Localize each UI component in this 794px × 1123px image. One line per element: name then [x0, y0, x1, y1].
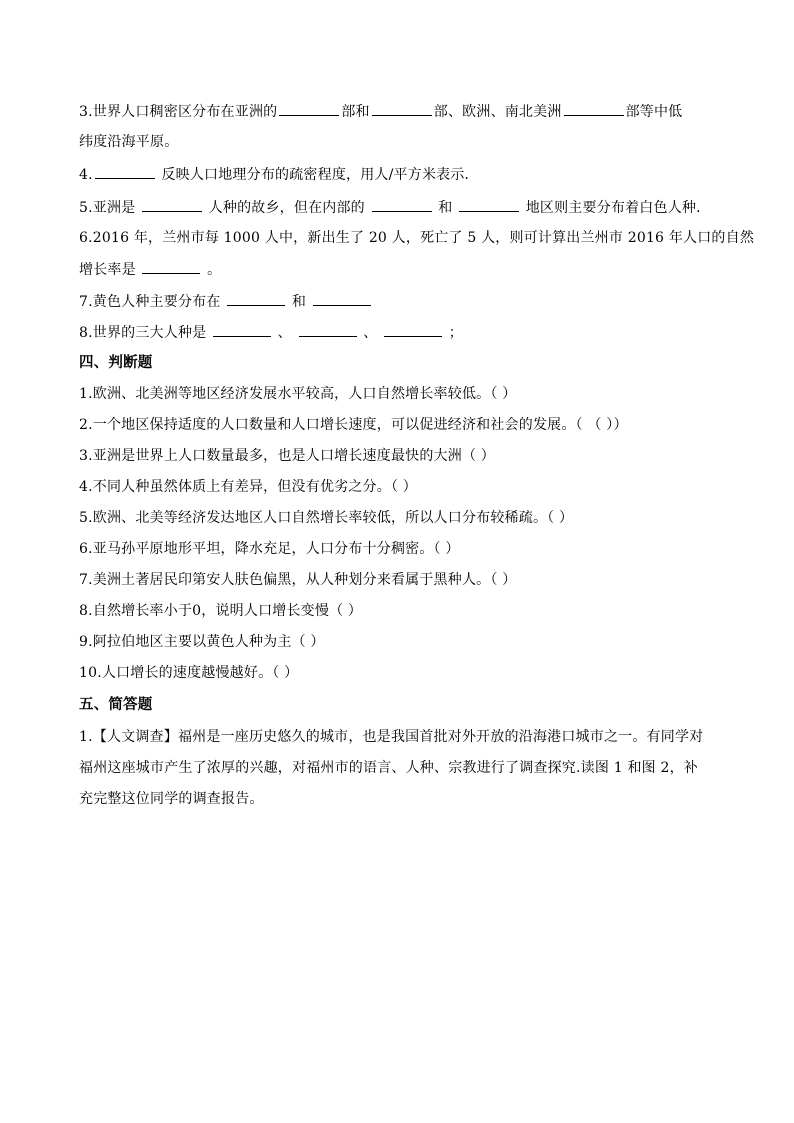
- q8-sep-1: 、: [277, 325, 292, 341]
- fill-in-question-4: [79, 164, 734, 185]
- q4-text-1: 4.: [79, 167, 93, 183]
- judge-item: 10.人口增长的速度越慢越好。（ ）: [79, 665, 299, 681]
- answer-blank[interactable]: [372, 197, 432, 212]
- answer-blank[interactable]: [459, 197, 519, 212]
- judge-item: 4.不同人种虽然体质上有差异，但没有优劣之分。（ ）: [79, 479, 418, 495]
- judge-item: 9.阿拉伯地区主要以黄色人种为主（ ）: [79, 634, 325, 650]
- fill-in-question-6: 6.2016 年，兰州市每 1000 人中，新出生了 20 人，死亡了 5 人，则可计算出兰州市 2016 年人口的自然: [79, 230, 755, 246]
- q5-text-3: 和: [438, 200, 453, 216]
- q8-sep-2: 、: [363, 325, 378, 341]
- section-4-title: 四、判断题: [79, 355, 153, 371]
- section-5-title: 五、简答题: [79, 697, 153, 713]
- q5-text-2: 人种的故乡，但在内部的: [208, 200, 365, 216]
- fill-in-question-3: [79, 101, 734, 122]
- q8-text-1: 8.世界的三大人种是: [79, 325, 207, 341]
- fill-in-question-8: [79, 322, 734, 343]
- q3-text-3: 部、欧洲、南北美洲: [433, 104, 562, 120]
- answer-blank[interactable]: [384, 322, 442, 337]
- q4-text-2: 反映人口地理分布的疏密程度，用人/平方米表示．: [161, 167, 479, 183]
- fill-in-question-7: [79, 291, 734, 312]
- judge-item: 2.一个地区保持适度的人口数量和人口增长速度，可以促进经济和社会的发展。（ （ ））: [79, 417, 628, 433]
- answer-blank[interactable]: [299, 322, 357, 337]
- answer-blank[interactable]: [95, 164, 155, 179]
- answer-blank[interactable]: [372, 101, 432, 116]
- answer-blank[interactable]: [142, 259, 200, 274]
- answer-blank[interactable]: [227, 291, 285, 306]
- answer-blank[interactable]: [279, 101, 339, 116]
- fill-in-question-5: [79, 197, 734, 218]
- q7-text-1: 7.黄色人种主要分布在: [79, 294, 221, 310]
- q3-text-4: 部等中低: [625, 104, 683, 120]
- q5-text-4: 地区则主要分布着白色人种．: [525, 200, 711, 216]
- judge-item: 7.美洲土著居民印第安人肤色偏黑，从人种划分来看属于黑种人。（ ）: [79, 572, 517, 588]
- short-answer-line-2: 福州这座城市产生了浓厚的兴趣，对福州市的语言、人种、宗教进行了调查探究.读图 1 和图 2，补: [79, 760, 699, 776]
- q8-end: ；: [448, 325, 463, 341]
- q5-text-1: 5.亚洲是: [79, 200, 136, 216]
- q6-text-1: 增长率是: [79, 262, 136, 278]
- judge-item: 5.欧洲、北美等经济发达地区人口自然增长率较低，所以人口分布较稀疏。（ ）: [79, 510, 574, 526]
- answer-blank[interactable]: [142, 197, 202, 212]
- q3-continuation: 纬度沿海平原。: [79, 134, 179, 150]
- q7-text-2: 和: [291, 294, 307, 310]
- q6-text-2: 。: [207, 262, 222, 278]
- answer-blank[interactable]: [213, 322, 271, 337]
- answer-blank[interactable]: [564, 101, 624, 116]
- judge-item: 1.欧洲、北美洲等地区经济发展水平较高，人口自然增长率较低。（ ）: [79, 386, 517, 402]
- q6-continuation: [79, 259, 734, 280]
- q3-text-1: 3.世界人口稠密区分布在亚洲的: [79, 104, 278, 120]
- answer-blank[interactable]: [313, 291, 371, 306]
- judge-item: 6.亚马孙平原地形平坦，降水充足，人口分布十分稠密。（ ）: [79, 541, 460, 557]
- judge-item: 8.自然增长率小于0，说明人口增长变慢（ ）: [79, 603, 363, 619]
- short-answer-line-1: 1.【人文调查】福州是一座历史悠久的城市，也是我国首批对外开放的沿海港口城市之一。有同学对: [79, 729, 704, 745]
- q3-text-2: 部和: [341, 104, 370, 120]
- judge-item: 3.亚洲是世界上人口数量最多，也是人口增长速度最快的大洲（ ）: [79, 448, 496, 464]
- short-answer-line-3: 充完整这位同学的调查报告。: [79, 791, 264, 807]
